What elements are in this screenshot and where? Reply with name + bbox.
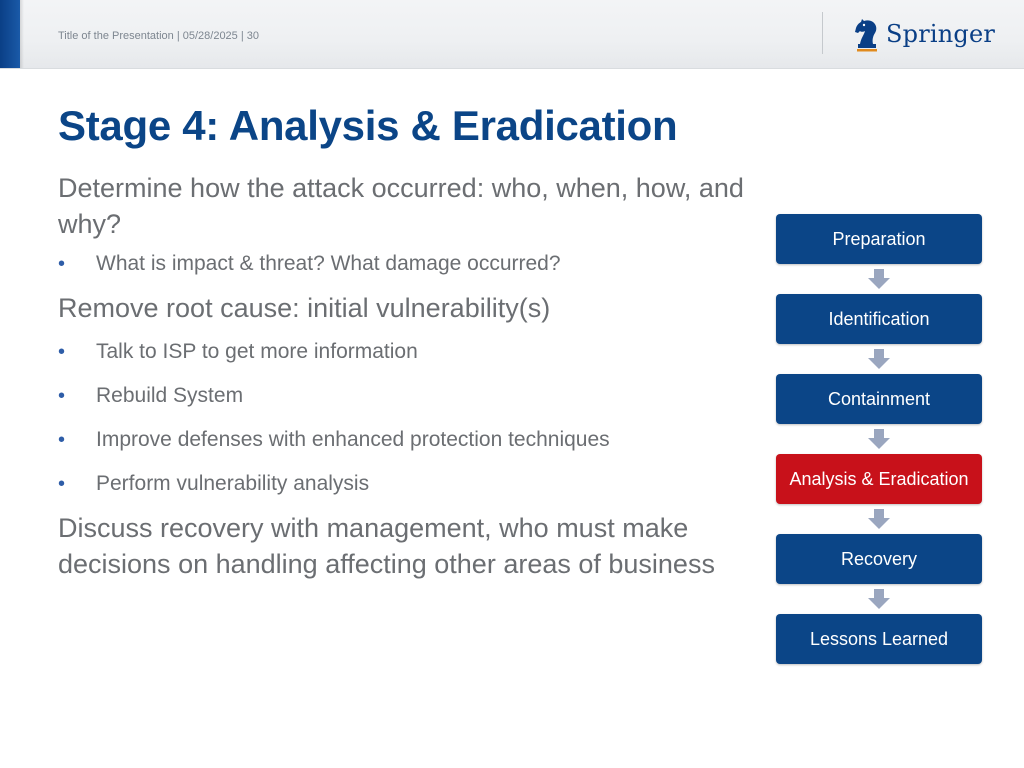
slide-title: Stage 4: Analysis & Eradication (58, 102, 678, 149)
down-arrow-icon (776, 264, 982, 294)
flow-step-recovery: Recovery (776, 534, 982, 584)
springer-horse-icon (852, 16, 882, 52)
flow-step-preparation: Preparation (776, 214, 982, 264)
springer-logo (852, 14, 995, 54)
bullet-icon: • (58, 341, 66, 363)
bullet-icon: • (58, 473, 66, 495)
incident-response-flow (776, 214, 982, 664)
bullet-icon: • (58, 429, 66, 451)
header-divider (822, 12, 823, 54)
flow-step-lessons-learned: Lessons Learned (776, 614, 982, 664)
body-subpoint (58, 426, 758, 454)
flow-step-analysis-eradication: Analysis & Eradication (776, 454, 982, 504)
body-subpoint (58, 338, 758, 366)
subpoint-text: Talk to ISP to get more information (96, 340, 418, 363)
slide-body (58, 170, 758, 582)
body-subpoint (58, 470, 758, 498)
body-point: Remove root cause: initial vulnerability(s) (58, 293, 551, 323)
springer-logo-text: Springer (886, 20, 996, 48)
bullet-icon: • (58, 253, 66, 275)
flow-step-containment: Containment (776, 374, 982, 424)
down-arrow-icon (776, 584, 982, 614)
header-accent-bar (0, 0, 20, 68)
subpoint-text: Improve defenses with enhanced protection techniques (96, 428, 610, 451)
subpoint-text: Perform vulnerability analysis (96, 472, 370, 495)
body-subpoint (58, 382, 758, 410)
down-arrow-icon (776, 344, 982, 374)
down-arrow-icon (776, 504, 982, 534)
down-arrow-icon (776, 424, 982, 454)
body-point: Discuss recovery with management, who must make decisions on handling affecting other areas of business (58, 513, 715, 579)
body-point: Determine how the attack occurred: who, when, how, and why? (58, 173, 744, 239)
presentation-meta: Title of the Presentation | 05/28/2025 | 30 (58, 30, 259, 42)
subpoint-text: What is impact & threat? What damage occurred? (96, 252, 561, 275)
flow-step-identification: Identification (776, 294, 982, 344)
bullet-icon: • (58, 385, 66, 407)
subpoint-text: Rebuild System (96, 384, 244, 407)
body-subpoint (58, 250, 758, 278)
